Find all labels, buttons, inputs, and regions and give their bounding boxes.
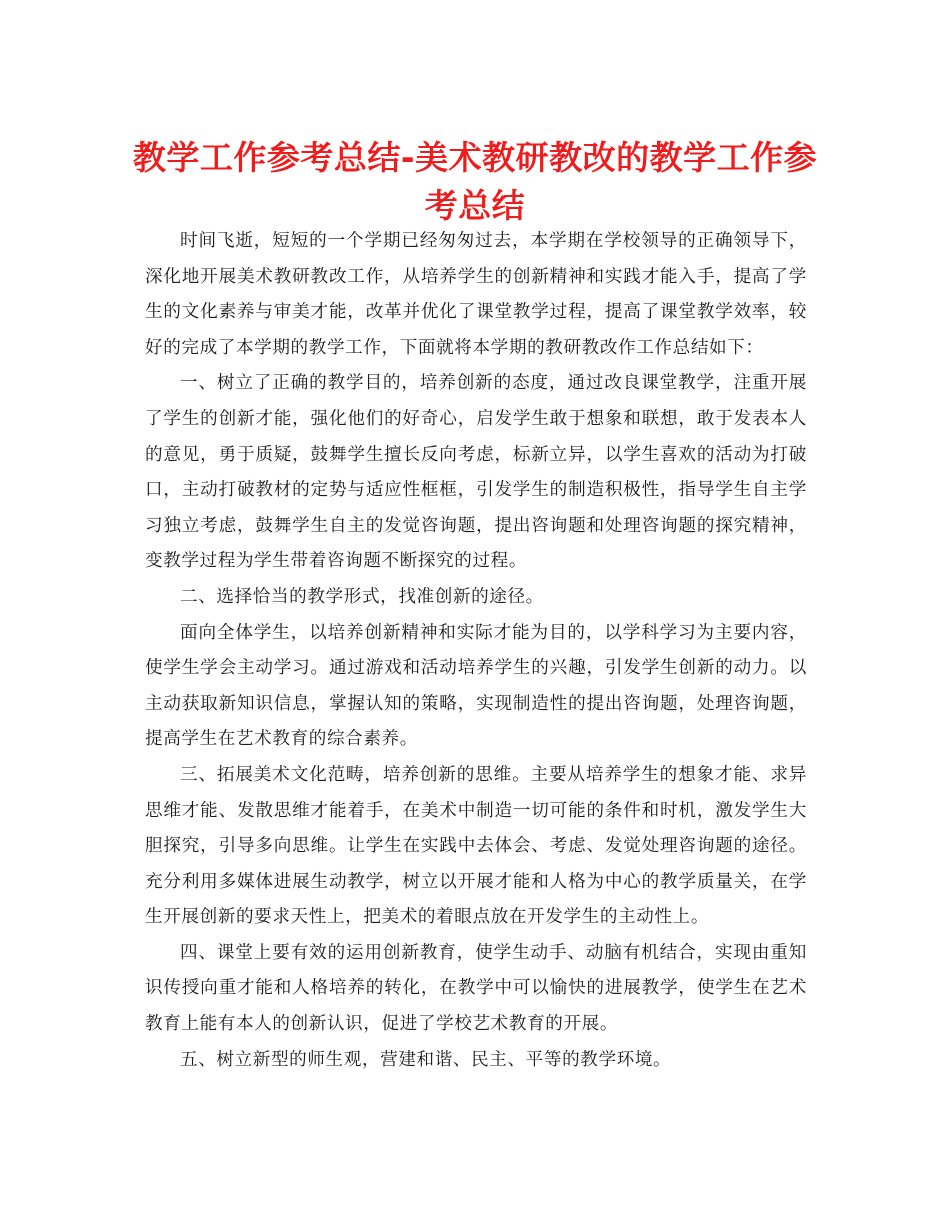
document-body [145,224,807,1078]
document-title: 教学工作参考总结-美术教研教改的教学工作参考总结 [132,138,818,225]
paragraph-point-2-heading: 二、选择恰当的教学形式，找准创新的途径。 [180,586,544,607]
paragraph-intro: 时间飞逝，短短的一个学期已经匆匆过去，本学期在学校领导的正确领导下，深化地开展美术教研教改工作，从培养学生的创新精神和实践才能入手，提高了学生的文化素养与审美才能，改革并优化了课堂教学过程，提高了课堂教学效率，较好的完成了本学期的教学工作，下面就将本学期的教研教改作工作总结如下： [145,231,807,358]
paragraph-point-3: 三、拓展美术文化范畴，培养创新的思维。主要从培养学生的想象才能、求异思维才能、发散思维才能着手，在美术中制造一切可能的条件和时机，激发学生大胆探究，引导多向思维。让学生在实践中去体会、考虑、发觉处理咨询题的途径。充分利用多媒体进展生动教学，树立以开展才能和人格为中心的教学质量关，在学生开展创新的要求天性上，把美术的着眼点放在开发学生的主动性上。 [145,764,807,928]
paragraph-point-2-body: 面向全体学生，以培养创新精神和实际才能为目的，以学科学习为主要内容，使学生学会主动学习。通过游戏和活动培养学生的兴趣，引发学生创新的动力。以主动获取新知识信息，掌握认知的策略，实现制造性的提出咨询题，处理咨询题，提高学生在艺术教育的综合素养。 [145,622,807,750]
paragraph-point-1: 一、树立了正确的教学目的，培养创新的态度，通过改良课堂教学，注重开展了学生的创新才能，强化他们的好奇心，启发学生敢于想象和联想，敢于发表本人的意见，勇于质疑，鼓舞学生擅长反向考虑，标新立异，以学生喜欢的活动为打破口，主动打破教材的定势与适应性框框，引发学生的制造积极性，指导学生自主学习独立考虑，鼓舞学生自主的发觉咨询题，提出咨询题和处理咨询题的探究精神，变教学过程为学生带着咨询题不断探究的过程。 [145,373,807,572]
paragraph-point-4: 四、课堂上要有效的运用创新教育，使学生动手、动脑有机结合，实现由重知识传授向重才能和人格培养的转化，在教学中可以愉快的进展教学，使学生在艺术教育上能有本人的创新认识，促进了学校艺术教育的开展。 [145,942,807,1035]
paragraph-point-5: 五、树立新型的师生观，营建和谐、民主、平等的教学环境。 [180,1049,672,1070]
